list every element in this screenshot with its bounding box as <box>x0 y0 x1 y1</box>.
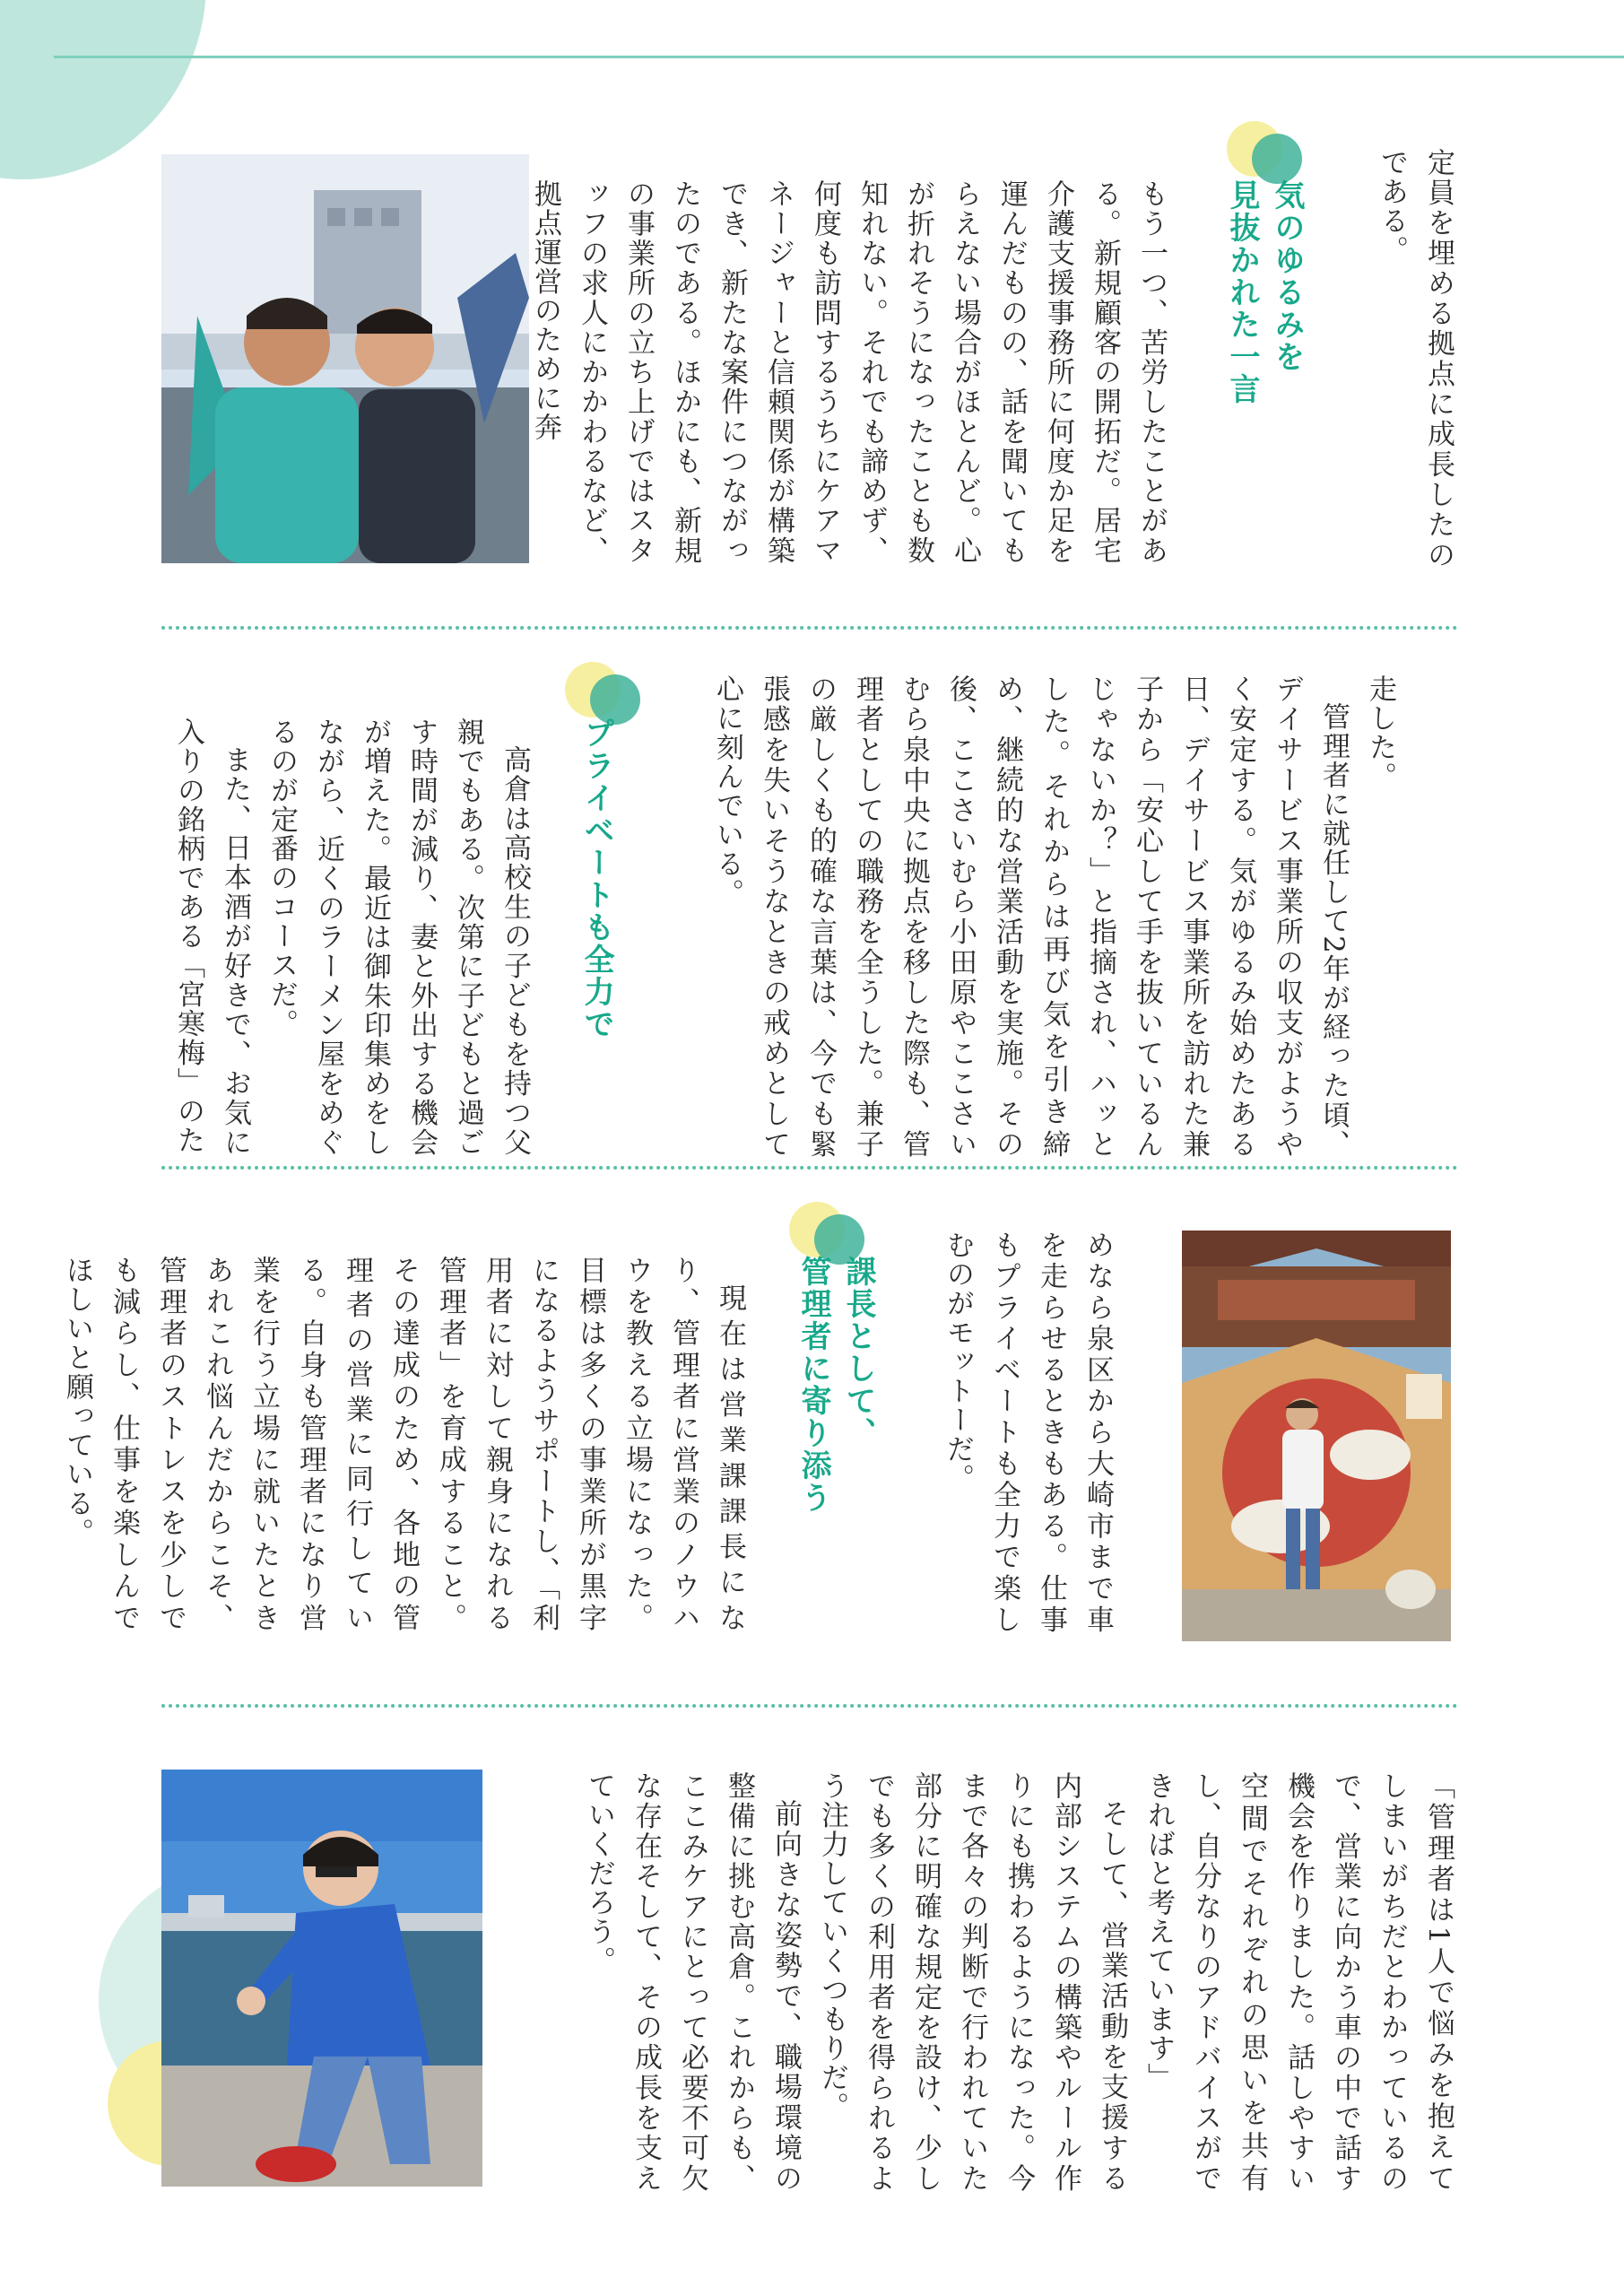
seaside-photo <box>161 1770 482 2187</box>
heading-line: 見抜かれた一言 <box>1224 179 1260 405</box>
top-divider <box>54 56 1624 58</box>
heading-line: プライベートも全力で <box>578 718 614 1040</box>
corner-mint-circle <box>0 0 206 179</box>
section-2-body-right: 走した。 管理者に就任して2年が経った頃、デイサービス事業所の収支がようやく安定する。気がゆるみ始めたある日、デイサービス事業所を訪れた兼子から「安心して手を抜いているんじゃないか？」と指摘され、ハッとした。それからは再び気を引き締め、継続的な営業活動を実施。その後、ここさいむら小田原やここさいむら泉中央に拠点を移した際も、管理者としての職務を全うした。兼子の厳しくも的確な言葉は、今でも緊張感を失いそうなときの戒めとして心に刻んでいる。 <box>711 674 1396 1159</box>
heading-line: 課長として、 <box>840 1256 876 1449</box>
section-3-body-left: 現在は営業課課長になり、管理者に営業のノウハウを教える立場になった。目標は多くの事業所が黒字になるようサポートし、「利用者に対して親身になれる管理者」を育成すること。その達成のため、各地の管理者の営業に同行している。自身も管理者になり営業を行う立場に就いたときあれこれ悩んだからこそ、管理者のストレスを少しでも減らし、仕事を楽しんでほしいと願っている。 <box>61 1256 746 1632</box>
heading-line: 気のゆるみを <box>1269 179 1305 373</box>
two-men-photo <box>161 154 529 563</box>
section-heading-3 <box>791 1256 881 1614</box>
shrine-photo <box>1182 1231 1451 1641</box>
section-divider <box>161 1166 1458 1170</box>
section-divider <box>161 626 1458 630</box>
section-heading-2 <box>574 718 619 1094</box>
section-heading-1 <box>1220 179 1309 448</box>
heading-line: 管理者に寄り添う <box>795 1256 831 1514</box>
section-4-body: 「管理者は1人で悩みを抱えてしまいがちだとわかっているので、営業に向かう車の中で話す機会を作りました。話しやすい空間でそれぞれの思いを共有し、自分なりのアドバイスができればと考えています」 そして、営業活動を支援する内部システムの構築やルール作りにも携わるようになった。今まで各々の判断で行われていた部分に明確な規定を設け、少しでも多くの利用者を得られるよう注力していくつもりだ。 前向きな姿勢で、職場環境の整備に挑む高倉。これからも、ここみケアにとって必要不可欠な存在そして、その成長を支えていくだろう。 <box>583 1771 1455 2193</box>
section-1-body: もう一つ、苦労したことがある。新規顧客の開拓だ。居宅介護支援事務所に何度か足を運んだものの、話を聞いてもらえない場合がほとんど。心が折れそうになったことも数知れない。それでも諦めず、何度も訪問するうちにケアマネージャーと信頼関係が構築でき、新たな案件につながったのである。ほかにも、新規の事業所の立ち上げではスタッフの求人にかかわるなど、拠点運営のために奔 <box>529 179 1168 565</box>
section-2-body-left: 高倉は高校生の子どもを持つ父親でもある。次第に子どもと過ごす時間が減り、妻と外出する機会が増えた。最近は御朱印集めをしながら、近くのラーメン屋をめぐるのが定番のコースだ。 また、日本酒が好きで、お気に入りの銘柄である「宮寒梅」のた <box>172 718 531 1157</box>
section-3-body-right: めなら泉区から大崎市まで車を走らせるときもある。仕事もプライベートも全力で楽しむのがモットーだ。 <box>942 1231 1114 1634</box>
lead-paragraph: 定員を埋める拠点に成長したのである。 <box>1376 148 1455 570</box>
section-divider <box>161 1704 1458 1708</box>
